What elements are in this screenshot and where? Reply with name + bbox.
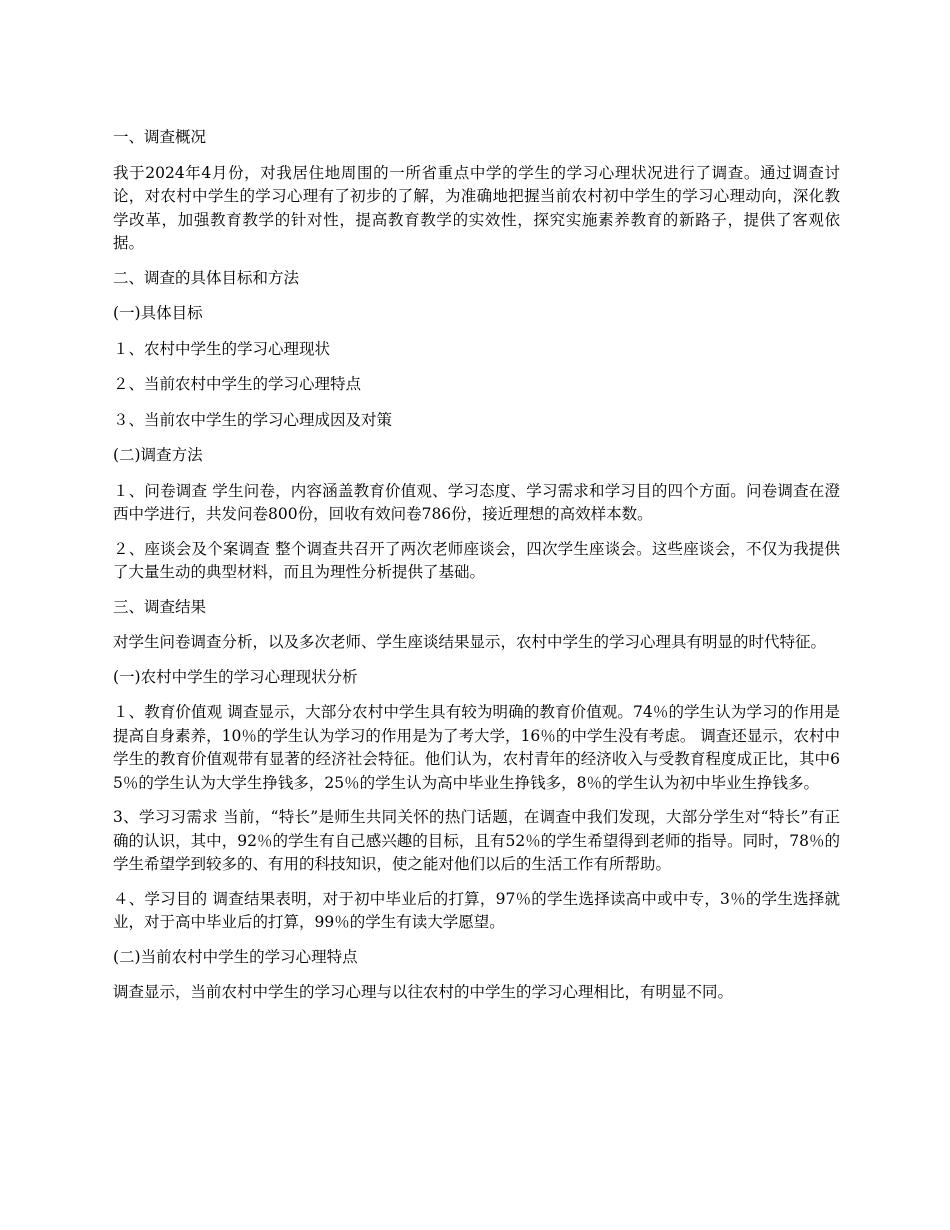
paragraph-results-intro: 对学生问卷调查分析，以及多次老师、学生座谈结果显示，农村中学生的学习心理具有明显的时代特征。 [113, 633, 827, 651]
status-item-1: １、教育价值观 调查显示，大部分农村中学生具有较为明确的教育价值观。74％的学生认为学习的作用是提高自身素养，10％的学生认为学习的作用是为了考大学，16％的中学生没有考虑。 调查还显示，农村中学生的教育价值观带有显著的经济社会特征。他们认为，农村青年的经济收入与受教育程度成正比，其中65％的学生认为大学生挣钱多，25％的学生认为高中毕业生挣钱多，8％的学生认为初中毕业生挣钱多。 [113, 703, 840, 792]
subheading-current-status: (一)农村中学生的学习心理现状分析 [113, 667, 358, 686]
status-item-4: ４、学习目的 调查结果表明，对于初中毕业后的打算，97％的学生选择读高中或中专，3％的学生选择就业，对于高中毕业后的打算，99％的学生有读大学愿望。 [113, 889, 840, 931]
method-item-1: １、问卷调查 学生问卷，内容涵盖教育价值观、学习态度、学习需求和学习目的四个方面。问卷调查在澄西中学进行，共发问卷800份，回收有效问卷786份，接近理想的高效样本数。 [113, 481, 840, 523]
document-page [113, 126, 840, 1016]
section-heading-overview: 一、调查概况 [113, 128, 207, 146]
paragraph-overview: 我于2024年4月份，对我居住地周围的一所省重点中学的学生的学习心理状况进行了调查。通过调查讨论，对农村中学生的学习心理有了初步的了解，为准确地把握当前农村初中学生的学习心理动向，深化教学改革，加强教育教学的针对性，提高教育教学的实效性，探究实施素养教育的新路子，提供了客观依据。 [113, 163, 840, 252]
subheading-methods: (二)调查方法 [113, 446, 203, 464]
goal-item-2: ２、当前农村中学生的学习心理特点 [113, 375, 362, 393]
section-heading-goals-methods: 二、调查的具体目标和方法 [113, 268, 300, 287]
method-item-2: ２、座谈会及个案调查 整个调查共召开了两次老师座谈会，四次学生座谈会。这些座谈会，不仅为我提供了大量生动的典型材料，而且为理性分析提供了基础。 [113, 539, 840, 581]
goal-item-3: ３、当前农中学生的学习心理成因及对策 [113, 410, 393, 429]
status-item-3: 3、学习习需求 当前，“特长”是师生共同关怀的热门话题，在调查中我们发现，大部分学生对“特长”有正确的认识，其中，92％的学生有自己感兴趣的目标，且有52％的学生希望得到老师的指导。同时，78％的学生希望学到较多的、有用的科技知识，使之能对他们以后的生活工作有所帮助。 [113, 808, 840, 873]
goal-item-1: １、农村中学生的学习心理现状 [113, 339, 331, 358]
subheading-goals: (一)具体目标 [113, 304, 203, 322]
paragraph-characteristics: 调查显示，当前农村中学生的学习心理与以往农村的中学生的学习心理相比，有明显不同。 [113, 983, 734, 1001]
section-heading-results: 三、调查结果 [113, 597, 207, 616]
subheading-characteristics: (二)当前农村中学生的学习心理特点 [113, 947, 358, 966]
